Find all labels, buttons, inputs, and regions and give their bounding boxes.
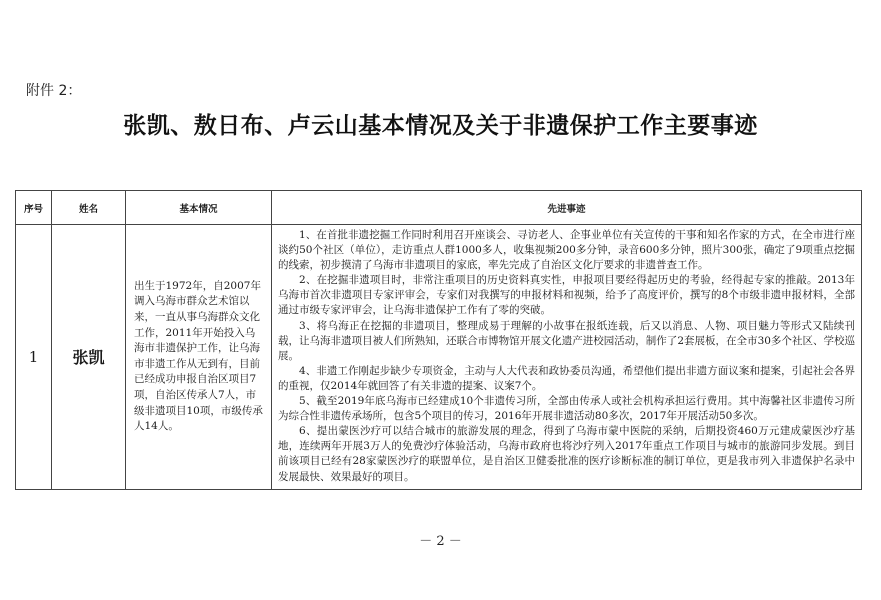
row-deeds: [272, 225, 862, 490]
document-title: 张凯、敖日布、卢云山基本情况及关于非遗保护工作主要事迹: [123, 112, 758, 139]
header-name: 姓名: [52, 191, 126, 225]
deed-item: 1、在首批非遗挖掘工作同时利用召开座谈会、寻访老人、企事业单位有关宣传的干事和知名作家的方式，在全市进行座谈约50个社区（单位），走访重点人群1000多人，收集视频200多分钟，录音600多分钟，照片300张，确定了9项重点挖掘的线索，初步摸清了乌海市非遗项目的家底，率先完成了自治区文化厅要求的非遗普查工作。: [278, 229, 855, 272]
page-number: － 2 －: [419, 534, 462, 549]
header-deeds: 先进事迹: [272, 191, 862, 225]
deeds-table: [15, 190, 862, 490]
table-row: [16, 225, 862, 490]
attachment-label: 附件 2：: [26, 83, 82, 99]
deed-item: 2、在挖掘非遗项目时，非常注重项目的历史资料真实性，申报项目要经得起历史的考验，经得起专家的推敲。2013年乌海市首次非遗项目专家评审会，专家们对我撰写的申报材料和视频，给予了高度评价，撰写的8个市级非遗申报材料，全部通过市级专家评审会，让乌海非遗保护工作有了零的突破。: [278, 274, 855, 317]
header-seq: 序号: [16, 191, 52, 225]
row-name: 张凯: [52, 225, 126, 490]
deed-item: 4、非遗工作刚起步缺少专项资金，主动与人大代表和政协委员沟通，希望他们提出非遗方面议案和提案，引起社会各界的重视，仅2014年就回答了有关非遗的提案、议案7个。: [278, 364, 855, 392]
deed-item: 3、将乌海正在挖掘的非遗项目，整理成易于理解的小故事在报纸连载，后又以消息、人物、项目魅力等形式又陆续刊载，让乌海非遗项目被人们所熟知，还联合市博物馆开展文化遗产进校园活动，制作了2套展板，在全市30多个社区、学校巡展。: [278, 319, 855, 362]
row-basic-info: 出生于1972年，自2007年调入乌海市群众艺术馆以来，一直从事乌海群众文化工作，2011年开始投入乌海市非遗保护工作，让乌海市非遗工作从无到有，目前已经成功申报自治区项目7项，自治区传承人7人，市级非遗项目10项，市级传承人14人。: [126, 225, 272, 490]
deed-item: 5、截至2019年底乌海市已经建成10个非遗传习所，全部由传承人或社会机构承担运行费用。其中海馨社区非遗传习所为综合性非遗传承场所，包含5个项目的传习，2016年开展非遗活动80多次，2017年开展活动50多次。: [278, 395, 855, 423]
table-header-row: [16, 191, 862, 225]
row-seq: 1: [16, 225, 52, 490]
header-basic-info: 基本情况: [126, 191, 272, 225]
deed-item: 6、提出蒙医沙疗可以结合城市的旅游发展的理念，得到了乌海市蒙中医院的采纳，后期投资460万元建成蒙医沙疗基地，连续两年开展3万人的免费沙疗体验活动，乌海市政府也将沙疗列入2017年重点工作项目与城市的旅游同步发展。到目前该项目已经有28家蒙医沙疗的联盟单位，是自治区卫健委批准的医疗诊断标准的制订单位，更是我市列入非遗保护名录中发展最快、效果最好的项目。: [278, 425, 855, 483]
